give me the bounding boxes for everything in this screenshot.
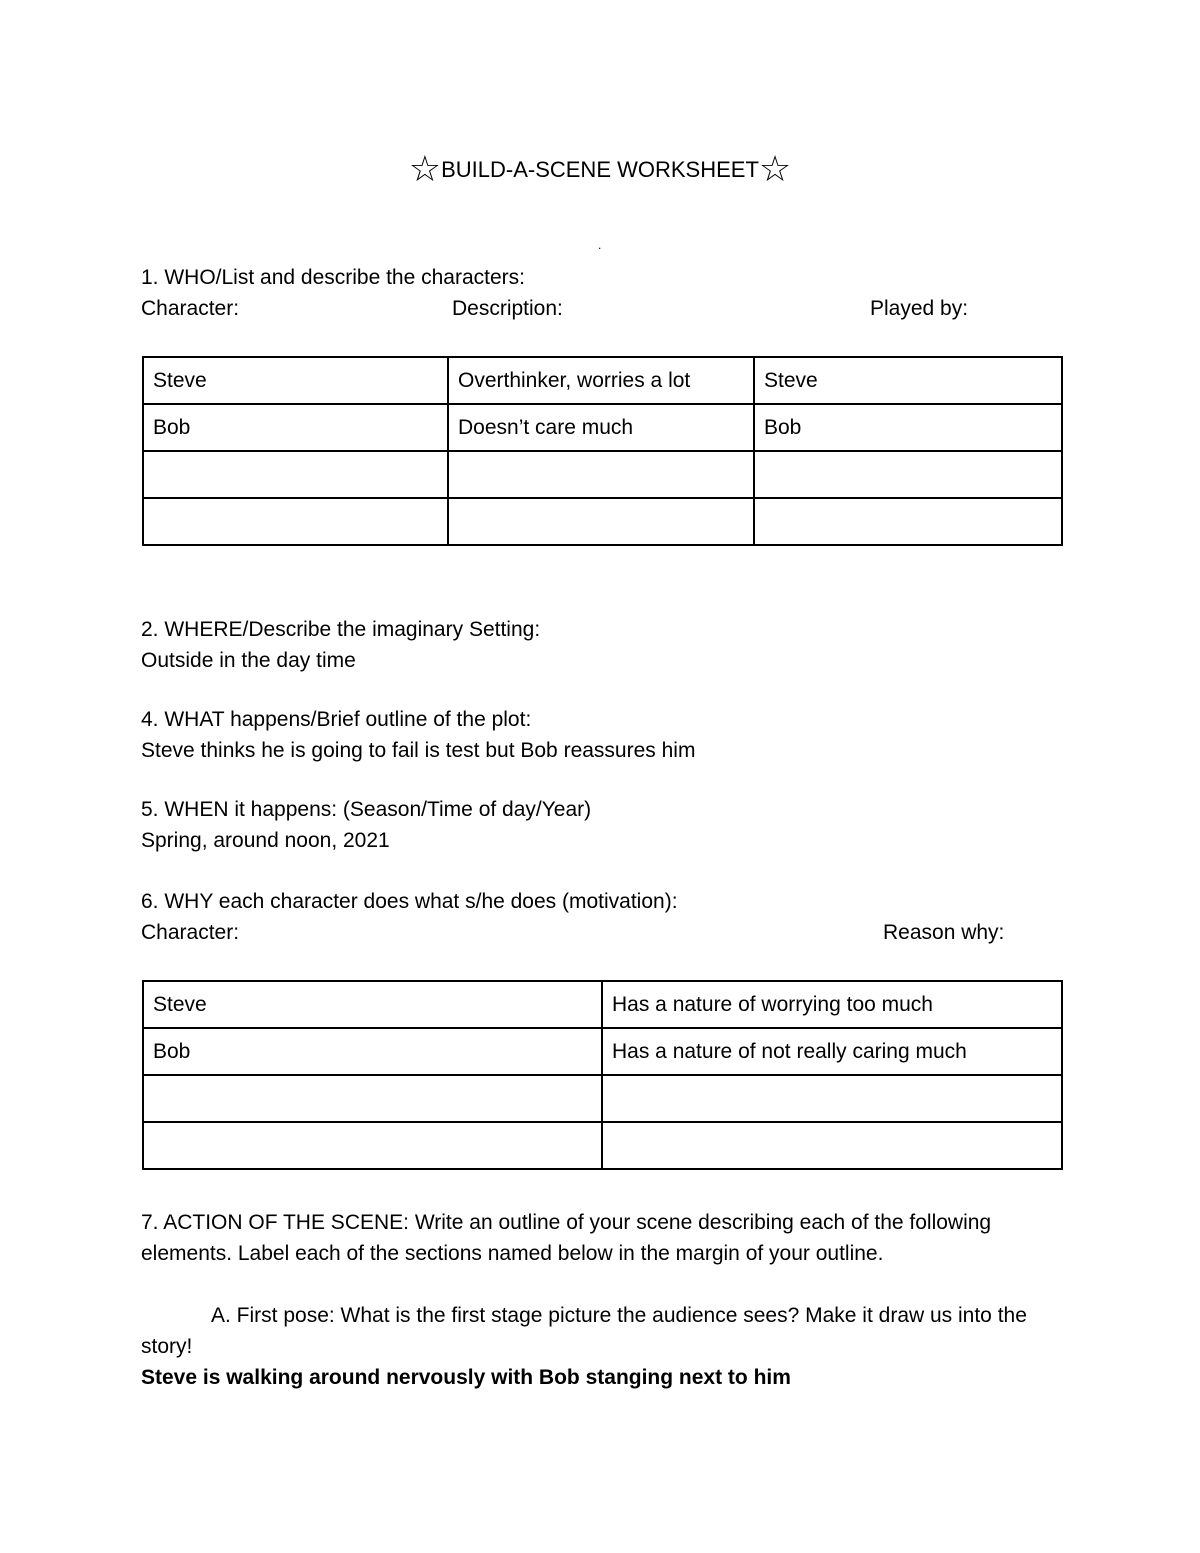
played-by-cell xyxy=(754,451,1062,498)
action-first-pose-block xyxy=(141,1300,1061,1362)
star-icon: ☆ xyxy=(408,149,442,190)
character-cell: Bob xyxy=(143,1028,602,1075)
table-row xyxy=(143,1122,1062,1169)
character-cell: Bob xyxy=(143,404,448,451)
description-cell xyxy=(448,451,754,498)
description-cell xyxy=(448,498,754,545)
what-answer: Steve thinks he is going to fail is test but Bob reassures him xyxy=(141,739,696,762)
character-cell: Steve xyxy=(143,981,602,1028)
who-heading: 1. WHO/List and describe the characters: xyxy=(141,266,525,289)
star-icon: ☆ xyxy=(758,149,792,190)
character-cell xyxy=(143,498,448,545)
table-row xyxy=(143,981,1062,1028)
played-by-cell: Bob xyxy=(754,404,1062,451)
table-row xyxy=(143,357,1062,404)
where-answer: Outside in the day time xyxy=(141,649,356,672)
reason-cell xyxy=(602,1122,1062,1169)
motivation-table xyxy=(142,980,1063,1170)
reason-cell: Has a nature of worrying too much xyxy=(602,981,1062,1028)
table-row xyxy=(143,1075,1062,1122)
who-col-played-by: Played by: xyxy=(870,297,969,320)
why-col-character: Character: xyxy=(141,921,240,944)
title-text: BUILD-A-SCENE WORKSHEET xyxy=(441,157,759,182)
character-cell xyxy=(143,451,448,498)
when-heading: 5. WHEN it happens: (Season/Time of day/Year) xyxy=(141,798,592,821)
table-row xyxy=(143,1028,1062,1075)
first-pose-answer: Steve is walking around nervously with Bob stanging next to him xyxy=(141,1366,791,1389)
who-col-character: Character: xyxy=(141,297,240,320)
played-by-cell xyxy=(754,498,1062,545)
action-heading: 7. ACTION OF THE SCENE: Write an outline of your scene describing each of the following elements. Label each of the sections named below in the margin of your outline. xyxy=(141,1211,992,1265)
table-row xyxy=(143,451,1062,498)
character-cell: Steve xyxy=(143,357,448,404)
why-heading: 6. WHY each character does what s/he does (motivation): xyxy=(141,890,678,913)
description-cell: Overthinker, worries a lot xyxy=(448,357,754,404)
where-heading: 2. WHERE/Describe the imaginary Setting: xyxy=(141,618,541,641)
stray-dot: . xyxy=(598,238,602,252)
when-answer: Spring, around noon, 2021 xyxy=(141,829,390,852)
worksheet-title xyxy=(0,150,1200,190)
what-heading: 4. WHAT happens/Brief outline of the plot: xyxy=(141,708,532,731)
played-by-cell: Steve xyxy=(754,357,1062,404)
table-row xyxy=(143,498,1062,545)
table-row xyxy=(143,404,1062,451)
reason-cell: Has a nature of not really caring much xyxy=(602,1028,1062,1075)
character-cell xyxy=(143,1075,602,1122)
character-cell xyxy=(143,1122,602,1169)
why-col-reason: Reason why: xyxy=(883,921,1005,944)
characters-table xyxy=(142,356,1063,546)
reason-cell xyxy=(602,1075,1062,1122)
who-col-description: Description: xyxy=(452,297,563,320)
first-pose-text: A. First pose: What is the first stage picture the audience sees? Make it draw us into the story! xyxy=(141,1304,1027,1358)
description-cell: Doesn’t care much xyxy=(448,404,754,451)
